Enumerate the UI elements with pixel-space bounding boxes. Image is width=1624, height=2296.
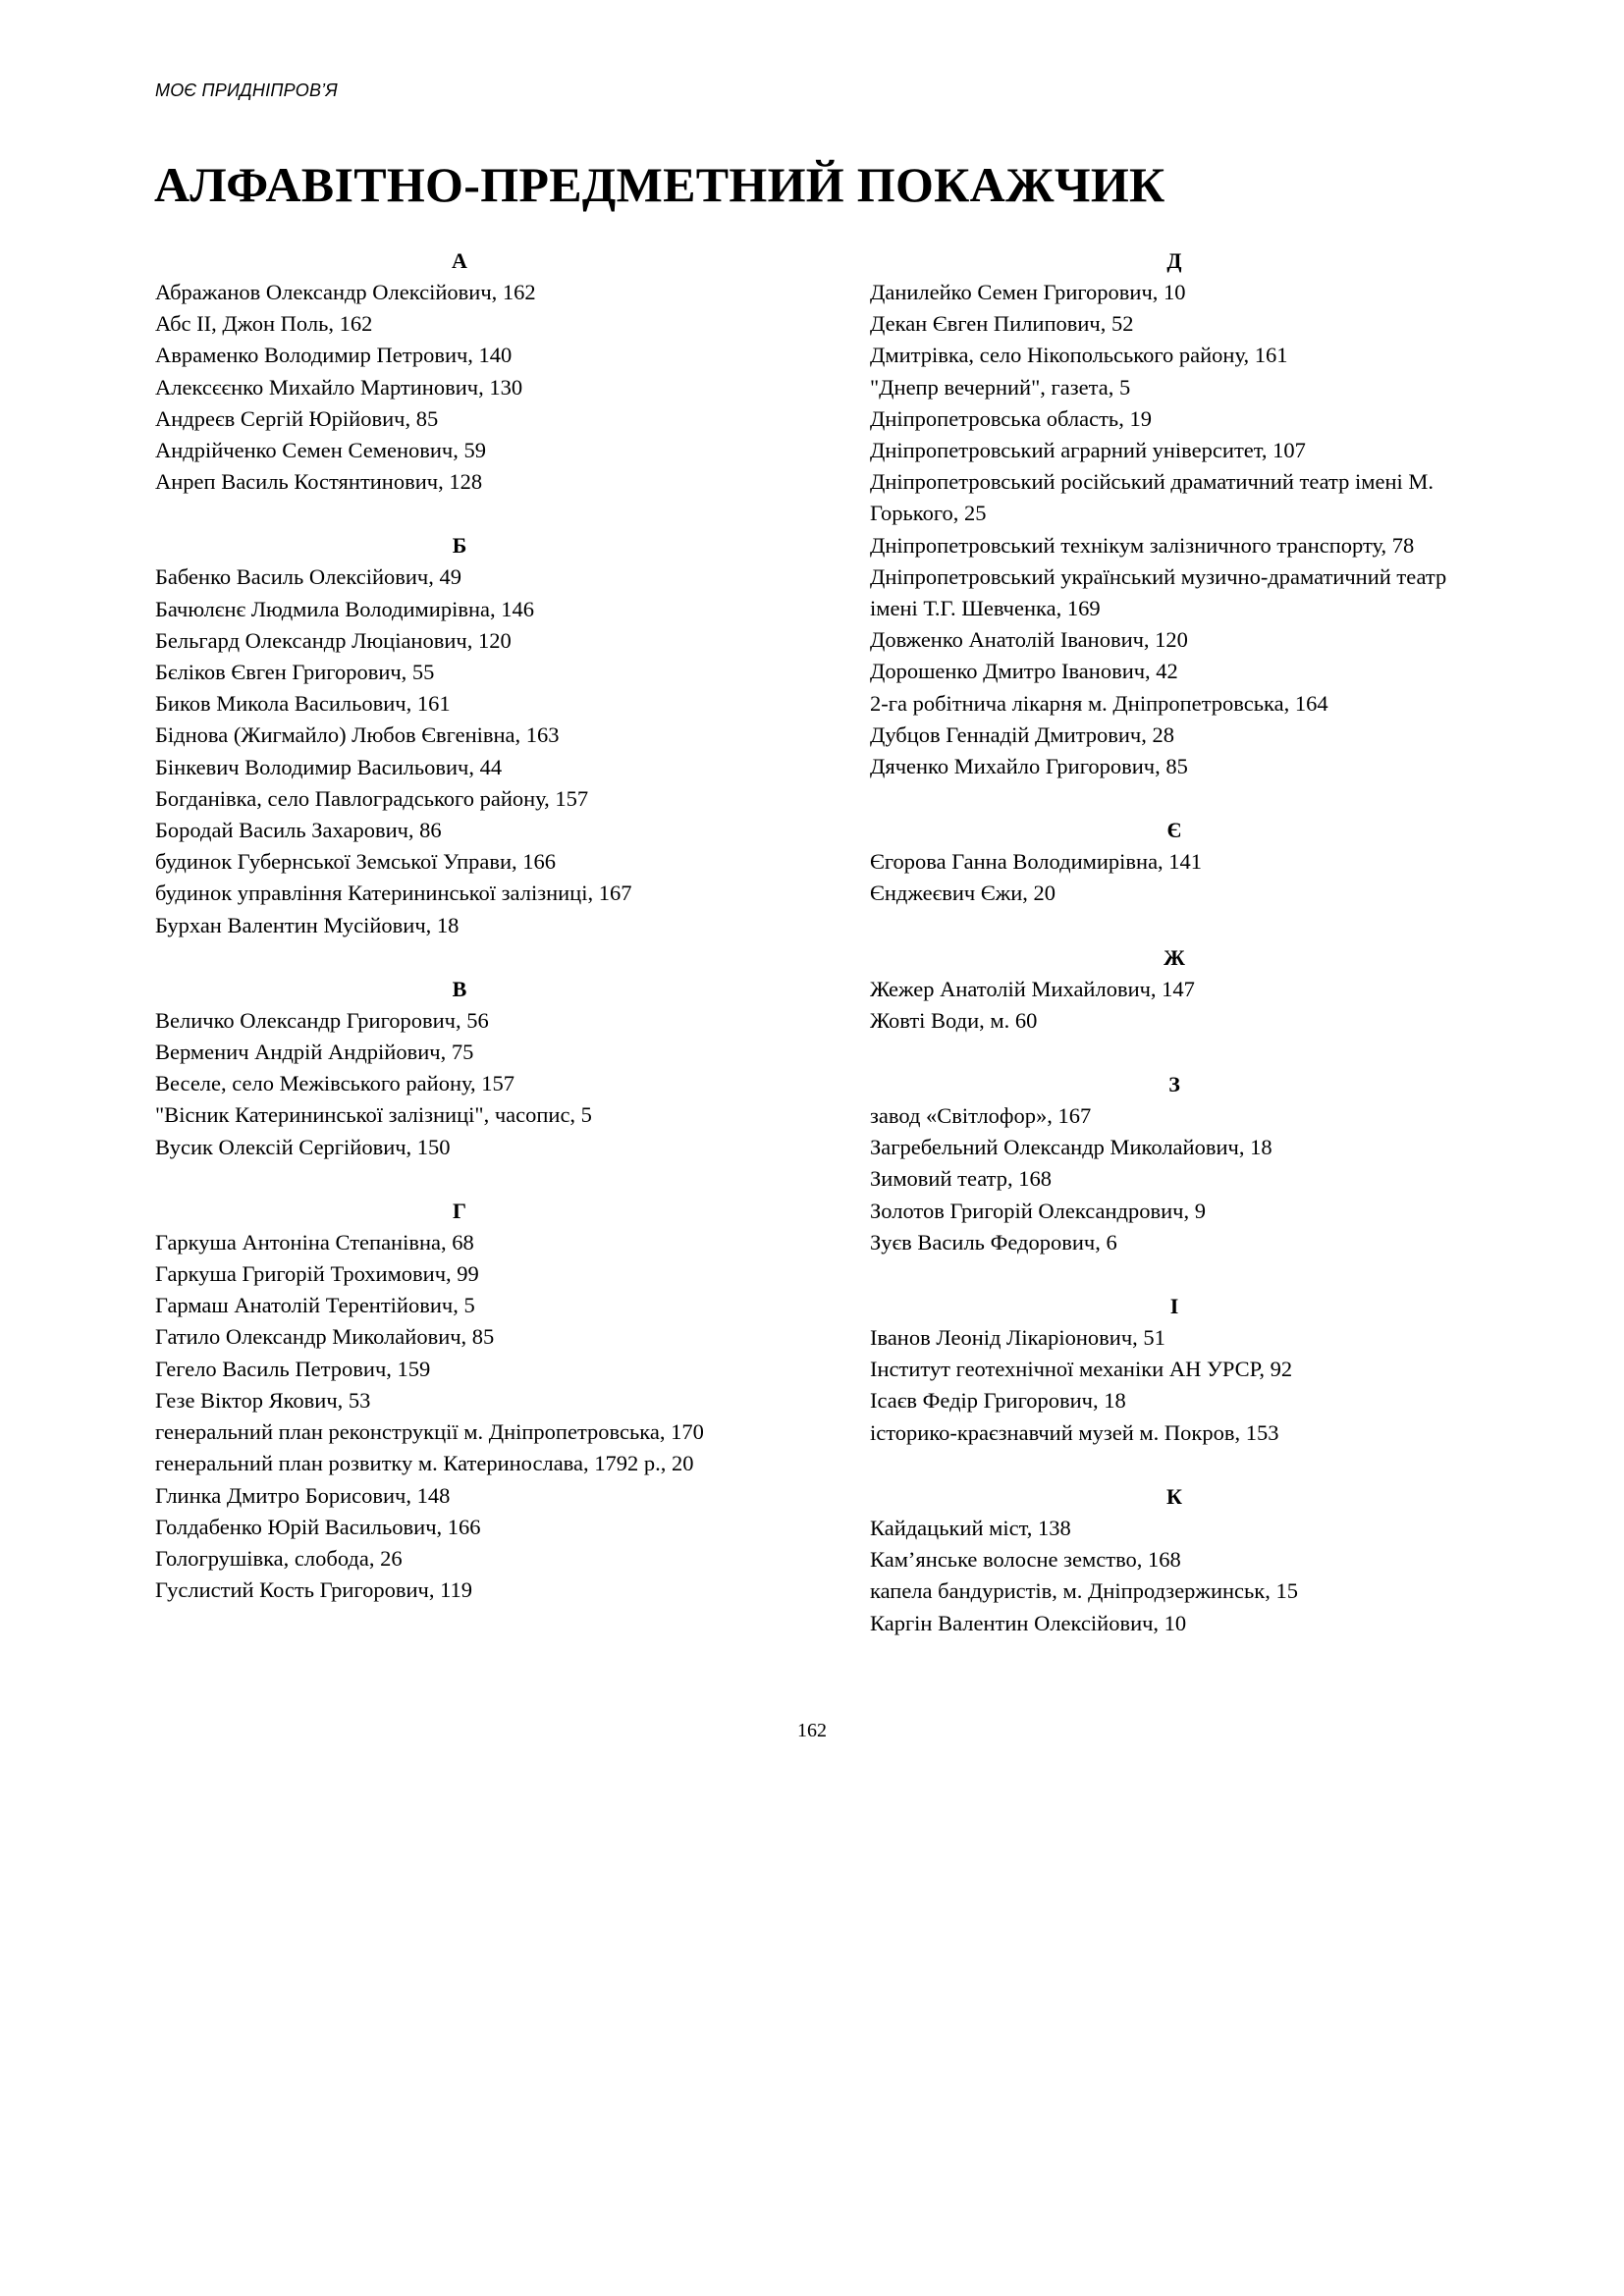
letter-section	[870, 942, 1479, 1037]
letter-heading: К	[1166, 1483, 1182, 1509]
index-entry: Біднова (Жигмайло) Любов Євгенівна, 163	[155, 722, 560, 748]
index-entry: Жежер Анатолій Михайлович, 147	[870, 976, 1195, 1001]
index-entry: Верменич Андрій Андрійович, 75	[155, 1040, 474, 1065]
index-entry: Бабенко Василь Олексійович, 49	[155, 564, 461, 590]
index-entry: Биков Микола Васильович, 161	[155, 691, 451, 717]
index-entry: Андрійченко Семен Семенович, 59	[155, 438, 486, 463]
index-entry: Вусик Олексій Сергійович, 150	[155, 1134, 451, 1159]
entry-list	[870, 277, 1479, 782]
index-column-right	[870, 245, 1479, 1672]
index-entry: Андреєв Сергій Юрійович, 85	[155, 405, 439, 431]
entry-list	[155, 277, 764, 498]
index-entry: Золотов Григорій Олександрович, 9	[870, 1198, 1206, 1223]
index-entry: Бурхан Валентин Мусійович, 18	[155, 912, 460, 937]
page-title: АЛФАВІТНО-ПРЕДМЕТНИЙ ПОКАЖЧИК	[154, 157, 1165, 212]
letter-section	[870, 1291, 1479, 1449]
letter-heading: В	[452, 976, 467, 1001]
index-entry: Алексєєнко Михайло Мартинович, 130	[155, 374, 523, 400]
letter-heading: А	[452, 248, 467, 273]
index-entry: Інститут геотехнічної механіки АН УРСР, 92	[870, 1357, 1293, 1382]
letter-section	[870, 1069, 1479, 1258]
index-entry: Величко Олександр Григорович, 56	[155, 1007, 489, 1033]
entry-list	[155, 561, 764, 940]
letter-section	[155, 530, 764, 940]
letter-section	[155, 1196, 764, 1606]
index-entry: Зуєв Василь Федорович, 6	[870, 1229, 1117, 1255]
index-entry: Декан Євген Пилипович, 52	[870, 311, 1134, 337]
index-column-left	[155, 245, 764, 1638]
index-entry: Бінкевич Володимир Васильович, 44	[155, 754, 503, 779]
index-entry: Дяченко Михайло Григорович, 85	[870, 754, 1188, 779]
index-entry: Гатило Олександр Миколайович, 85	[155, 1324, 495, 1350]
index-entry: Веселе, село Межівського району, 157	[155, 1071, 514, 1096]
letter-section	[870, 815, 1479, 909]
entry-list	[870, 1100, 1479, 1258]
index-entry: Бельгард Олександр Люціанович, 120	[155, 627, 512, 653]
index-entry: Кам’янське волосне земство, 168	[870, 1547, 1181, 1573]
index-entry: завод «Світлофор», 167	[870, 1103, 1092, 1129]
index-entry: генеральний план розвитку м. Катеринослава, 1792 р., 20	[155, 1451, 694, 1476]
index-entry: Єгорова Ганна Володимирівна, 141	[870, 849, 1203, 875]
letter-section	[155, 245, 764, 498]
index-entry: історико-краєзнавчий музей м. Покров, 153	[870, 1419, 1279, 1445]
index-entry: Дніпропетровський технікум залізничного транспорту, 78	[870, 532, 1415, 558]
index-entry: Дмитрівка, село Нікопольського району, 161	[870, 343, 1288, 368]
index-entry: будинок управління Катерининської залізниці, 167	[155, 881, 632, 906]
index-entry: Бородай Василь Захарович, 86	[155, 818, 442, 843]
letter-heading: Б	[452, 533, 467, 559]
index-entry: Глинка Дмитро Борисович, 148	[155, 1482, 451, 1508]
index-entry: Анреп Василь Костянтинович, 128	[155, 469, 483, 495]
index-entry: Каргін Валентин Олексійович, 10	[870, 1610, 1187, 1635]
index-entry: Гаркуша Григорій Трохимович, 99	[155, 1261, 479, 1287]
entry-list	[155, 1227, 764, 1606]
entry-list	[870, 974, 1479, 1037]
index-entry: Дубцов Геннадій Дмитрович, 28	[870, 721, 1174, 747]
letter-section	[155, 974, 764, 1163]
index-entry: Абражанов Олександр Олексійович, 162	[155, 280, 536, 304]
index-entry: Богданівка, село Павлоградського району, 157	[155, 785, 589, 811]
entry-list	[870, 846, 1479, 909]
index-entry: Гегело Василь Петрович, 159	[155, 1356, 431, 1381]
index-entry: Дніпропетровський український музично-драматичний театр імені Т.Г. Шевченка, 169	[870, 563, 1447, 621]
index-entry: Жовті Води, м. 60	[870, 1007, 1038, 1033]
letter-heading: Г	[453, 1198, 466, 1223]
letter-section	[870, 245, 1479, 782]
index-entry: генеральний план реконструкції м. Дніпропетровська, 170	[155, 1419, 704, 1445]
index-entry: Дніпропетровський аграрний університет, 107	[870, 438, 1306, 463]
index-entry: Ісаєв Федір Григорович, 18	[870, 1388, 1126, 1414]
letter-section	[870, 1481, 1479, 1639]
index-entry: Гаркуша Антоніна Степанівна, 68	[155, 1229, 474, 1255]
index-entry: "Вісник Катерининської залізниці", часопис, 5	[155, 1102, 592, 1128]
letter-heading: Д	[1166, 248, 1182, 273]
entry-list	[870, 1513, 1479, 1639]
running-head: МОЄ ПРИДНІПРОВ’Я	[155, 80, 338, 100]
index-entry: Загребельний Олександр Миколайович, 18	[870, 1135, 1272, 1160]
letter-heading: Є	[1166, 818, 1182, 843]
index-entry: Дніпропетровська область, 19	[870, 405, 1152, 431]
index-entry: Авраменко Володимир Петрович, 140	[155, 343, 513, 368]
letter-heading: З	[1168, 1072, 1180, 1097]
index-entry: Гуслистий Кость Григорович, 119	[155, 1577, 473, 1603]
index-entry: Кайдацький міст, 138	[870, 1515, 1071, 1540]
index-entry: Іванов Леонід Лікаріонович, 51	[870, 1325, 1165, 1351]
index-entry: Абс II, Джон Поль, 162	[155, 311, 373, 337]
index-entry: будинок Губернської Земської Управи, 166	[155, 849, 557, 875]
page-number: 162	[797, 1720, 827, 1741]
index-entry: Бачюлєнє Людмила Володимирівна, 146	[155, 596, 534, 621]
index-entry: Дорошенко Дмитро Іванович, 42	[870, 659, 1178, 684]
index-entry: Бєліков Євген Григорович, 55	[155, 660, 435, 685]
index-entry: капела бандуристів, м. Дніпродзержинськ, 15	[870, 1578, 1298, 1604]
index-entry: 2-га робітнича лікарня м. Дніпропетровська, 164	[870, 690, 1328, 716]
index-entry: "Днепр вечерний", газета, 5	[870, 374, 1131, 400]
index-entry: Єнджеєвич Єжи, 20	[870, 881, 1056, 906]
letter-heading: Ж	[1164, 944, 1185, 970]
index-entry: Гармаш Анатолій Терентійович, 5	[155, 1293, 475, 1318]
index-entry: Довженко Анатолій Іванович, 120	[870, 627, 1188, 653]
entry-list	[155, 1005, 764, 1163]
index-entry: Данилейко Семен Григорович, 10	[870, 280, 1186, 304]
index-entry: Гологрушівка, слобода, 26	[155, 1545, 403, 1571]
letter-heading: І	[1169, 1294, 1179, 1319]
index-entry: Гезе Віктор Якович, 53	[155, 1387, 371, 1413]
index-entry: Зимовий театр, 168	[870, 1166, 1052, 1192]
index-entry: Голдабенко Юрій Васильович, 166	[155, 1514, 481, 1539]
entry-list	[870, 1322, 1479, 1449]
index-entry: Дніпропетровський російський драматичний театр імені М. Горького, 25	[870, 469, 1435, 526]
